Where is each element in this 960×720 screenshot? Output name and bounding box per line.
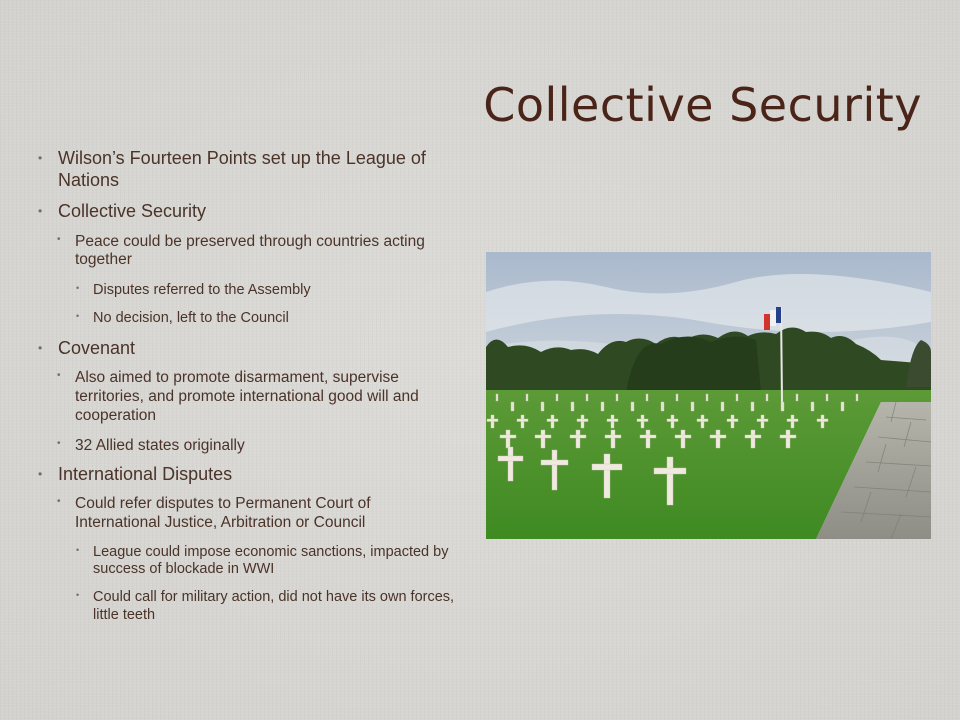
bullet-item [38,148,458,191]
bullet-icon: • [57,496,61,508]
bullet-item [38,495,458,532]
bullet-item [38,310,458,327]
slide-title: Collective Security [483,78,922,132]
bullet-text: Could refer disputes to Permanent Court of International Justice, Arbitration or Council [75,495,371,531]
bullet-item [38,589,458,624]
bullet-icon: • [57,370,61,382]
bullet-icon: • [76,282,80,293]
bullet-text: Could call for military action, did not have its own forces, little teeth [93,589,455,623]
bullet-text: League could impose economic sanctions, impacted by success of blockade in WWI [93,543,449,577]
bullet-text: International Disputes [58,463,233,484]
bullet-text: Covenant [58,337,136,358]
bullet-item [38,369,458,425]
bullet-item [38,437,458,456]
bullet-text: Wilson’s Fourteen Points set up the League of Nations [58,148,426,190]
bullet-icon: • [76,544,80,555]
bullet-icon: • [38,340,43,355]
bullet-text: Peace could be preserved through countries acting together [75,232,425,269]
bullet-icon: • [57,438,61,450]
bullet-item [38,338,458,360]
bullet-item [38,544,458,579]
bullet-text: Also aimed to promote disarmament, supervise territories, and promote international good will and cooperation [75,369,419,424]
bullet-icon: • [38,466,43,481]
bullet-icon: • [57,233,61,245]
bullet-item [38,464,458,486]
bullet-item [38,201,458,223]
bullet-text: Disputes referred to the Assembly [93,281,311,298]
bullet-icon: • [38,204,43,219]
bullet-item [38,233,458,270]
bullet-text: No decision, left to the Council [93,310,289,327]
bullet-text: Collective Security [58,201,207,222]
cemetery-photo [486,252,931,539]
bullet-icon: • [76,590,80,601]
bullet-text: 32 Allied states originally [75,437,245,455]
bullet-icon: • [38,151,43,165]
bullet-icon: • [76,311,80,322]
bullet-list [38,140,458,624]
bullet-item [38,282,458,299]
